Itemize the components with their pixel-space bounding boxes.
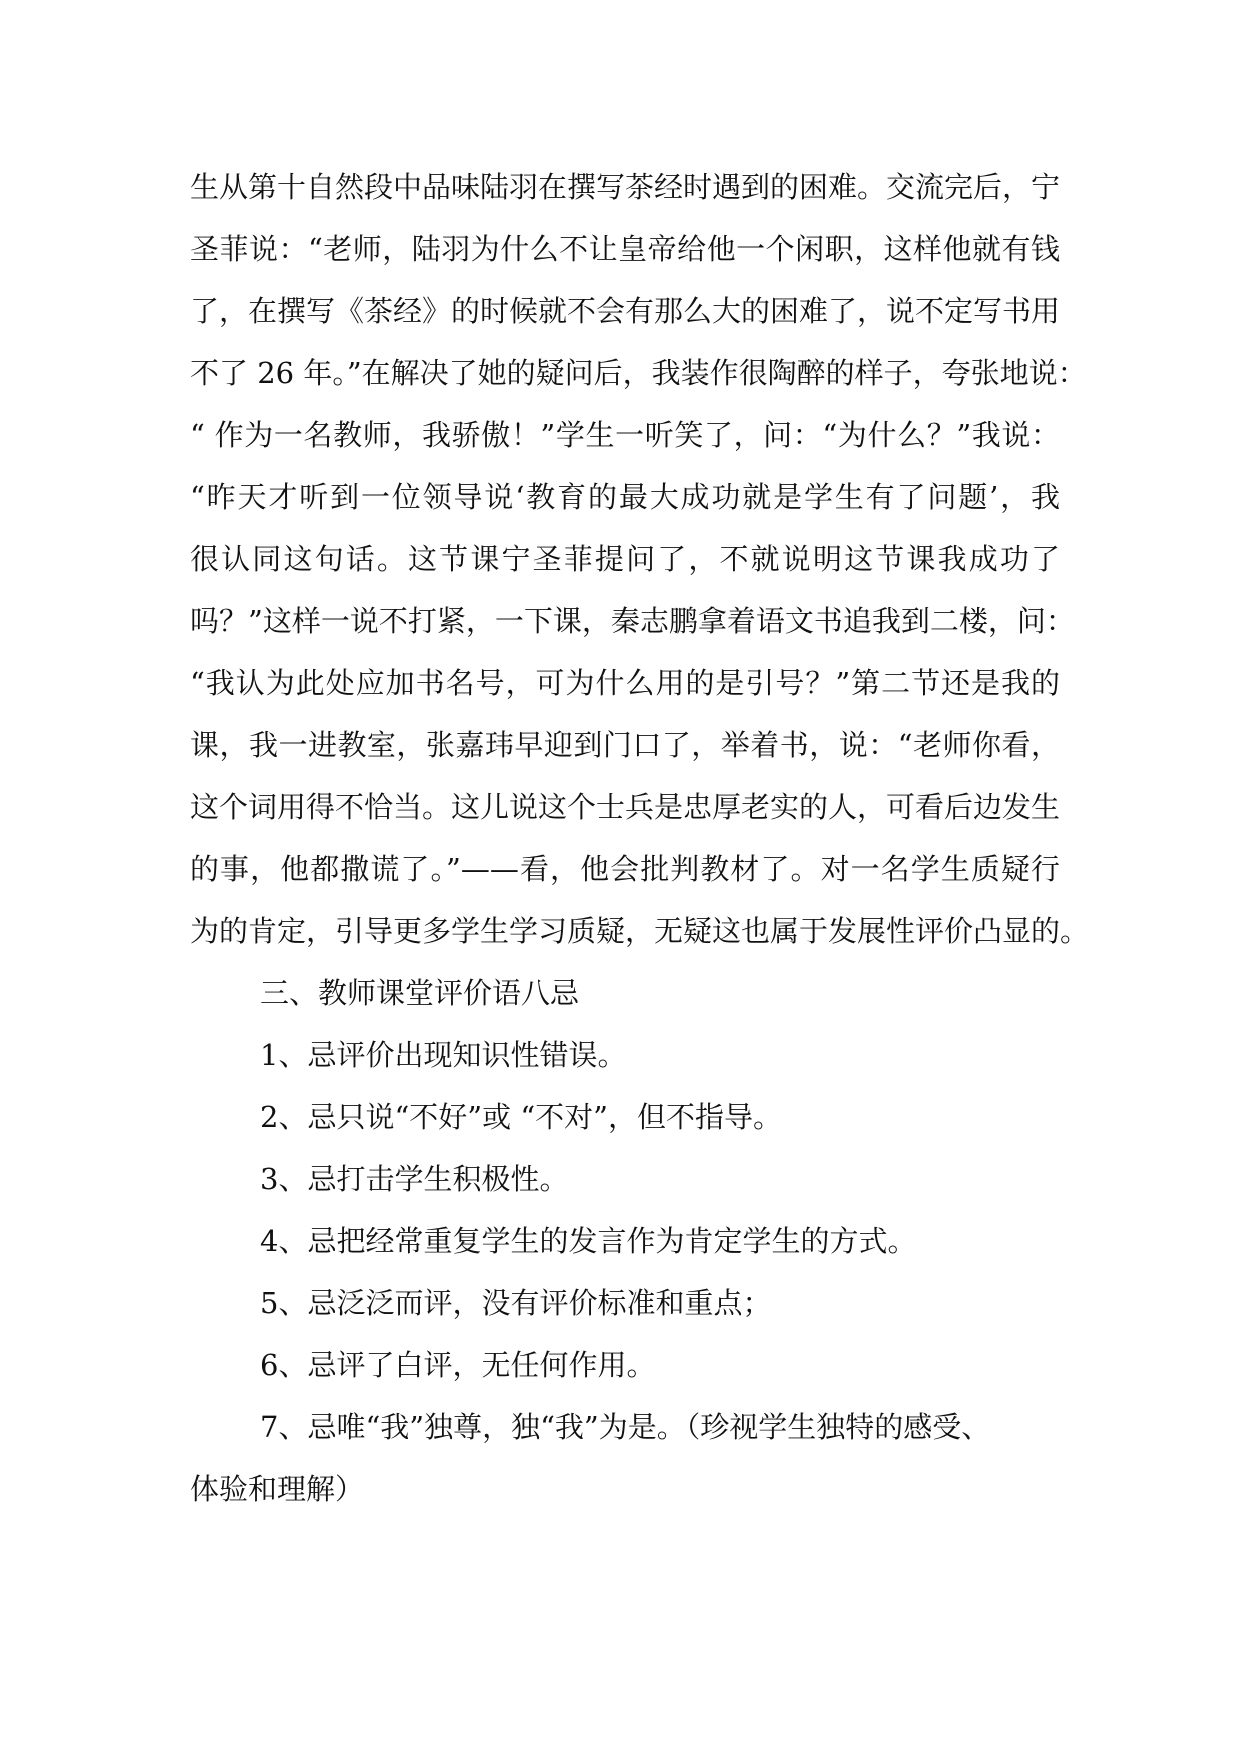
paragraph-line: 很认同这句话。这节课宁圣菲提问了，不就说明这节课我成功了 — [190, 542, 1060, 576]
section-heading: 三、教师课堂评价语八忌 — [260, 976, 580, 1010]
paragraph-line: 为的肯定，引导更多学生学习质疑，无疑这也属于发展性评价凸显的。 — [190, 914, 1090, 948]
paragraph-line: 课，我一进教室，张嘉玮早迎到门口了，举着书，说：“老师你看， — [190, 728, 1060, 762]
document-body — [190, 156, 1090, 1520]
list-item: 7、忌唯“我”独尊，独“我”为是。（珍视学生独特的感受、 — [260, 1410, 991, 1444]
list-item: 6、忌评了白评，无任何作用。 — [260, 1348, 656, 1382]
list-item: 1、忌评价出现知识性错误。 — [260, 1038, 627, 1072]
paragraph-line: 这个词用得不恰当。这儿说这个士兵是忠厚老实的人，可看后边发生 — [190, 790, 1061, 824]
paragraph-line: “我认为此处应加书名号，可为什么用的是引号？”第二节还是我的 — [190, 666, 1060, 700]
paragraph-line: 了，在撰写《茶经》的时候就不会有那么大的困难了，说不定写书用 — [190, 294, 1061, 328]
paragraph-line: 圣菲说：“老师，陆羽为什么不让皇帝给他一个闲职，这样他就有钱 — [190, 232, 1060, 266]
paragraph-line: “昨天才听到一位领导说‘教育的最大成功就是学生有了问题’，我 — [190, 480, 1060, 514]
list-item: 3、忌打击学生积极性。 — [260, 1162, 569, 1196]
paragraph-line: 生从第十自然段中品味陆羽在撰写茶经时遇到的困难。交流完后，宁 — [190, 170, 1061, 204]
paragraph-line: “ 作为一名教师，我骄傲！”学生一听笑了，问：“为什么？”我说： — [190, 418, 1060, 452]
paragraph-line: 吗？”这样一说不打紧，一下课，秦志鹏拿着语文书追我到二楼，问： — [190, 604, 1075, 638]
paragraph-line: 不了 26 年。”在解决了她的疑问后，我装作很陶醉的样子，夸张地说： — [190, 356, 1087, 390]
list-item: 4、忌把经常重复学生的发言作为肯定学生的方式。 — [260, 1224, 917, 1258]
list-item: 5、忌泛泛而评，没有评价标准和重点； — [260, 1286, 772, 1320]
paragraph-line: 的事，他都撒谎了。”——看，他会批判教材了。对一名学生质疑行 — [190, 852, 1060, 886]
list-item: 2、忌只说“不好”或 “不对”，但不指导。 — [260, 1100, 782, 1134]
list-item-continuation: 体验和理解） — [190, 1472, 365, 1506]
